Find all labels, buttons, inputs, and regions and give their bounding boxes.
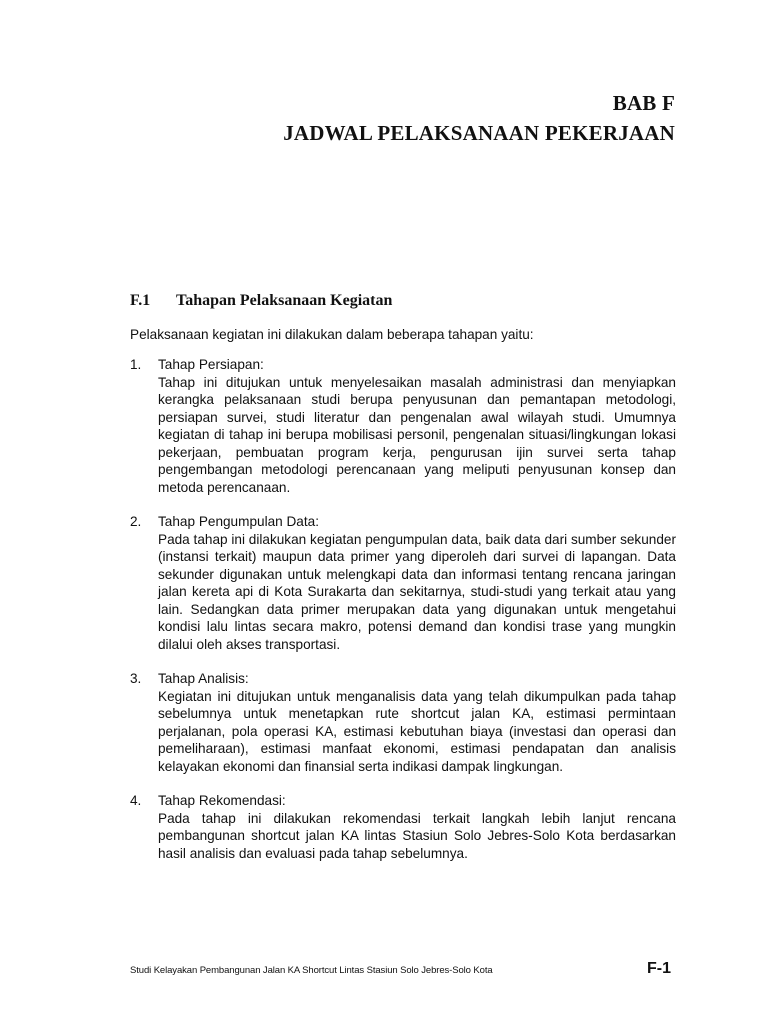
chapter-heading bbox=[283, 88, 675, 148]
list-item bbox=[130, 513, 676, 653]
item-number: 1. bbox=[130, 357, 142, 372]
page-footer bbox=[130, 960, 671, 978]
footer-text: Studi Kelayakan Pembangunan Jalan KA Shortcut Lintas Stasiun Solo Jebres-Solo Kota bbox=[130, 965, 493, 976]
chapter-label: BAB F bbox=[612, 91, 675, 115]
item-text: Kegiatan ini ditujukan untuk menganalisis data yang telah dikumpulkan pada tahap sebelumnya untuk menetapkan rute shortcut jalan KA, estimasi permintaan perjalanan, pola operasi KA, estimasi kebutuhan biaya (investasi dan operasi dan pemeliharaan), estimasi manfaat ekonomi, estimasi pendapatan dan analisis kelayakan ekonomi dan finansial serta indikasi dampak lingkungan. bbox=[158, 688, 676, 774]
item-body bbox=[158, 513, 676, 653]
page-number: F-1 bbox=[647, 960, 671, 977]
intro-paragraph: Pelaksanaan kegiatan ini dilakukan dalam beberapa tahapan yaitu: bbox=[130, 327, 534, 342]
item-title: Tahap Rekomendasi: bbox=[158, 793, 286, 808]
list-item bbox=[130, 356, 676, 496]
item-title: Tahap Persiapan: bbox=[158, 357, 264, 372]
item-text: Tahap ini ditujukan untuk menyelesaikan masalah administrasi dan menyiapkan kerangka pelaksanaan studi berupa penyusunan dan pemantapan metodologi, persiapan survei, studi literatur dan pengenalan awal wilayah studi. Umumnya kegiatan di tahap ini berupa mobilisasi personil, pengenalan situasi/lingkungan lokasi pekerjaan, pembuatan program kerja, pengurusan ijin survei serta tahap pengembangan metodologi perencanaan yang meliputi penyusunan konsep dan metoda perencanaan. bbox=[158, 374, 676, 495]
chapter-title: JADWAL PELAKSANAAN PEKERJAAN bbox=[283, 121, 675, 145]
item-title: Tahap Analisis: bbox=[158, 671, 249, 686]
list-item bbox=[130, 792, 676, 862]
section-heading bbox=[130, 292, 392, 310]
list-item bbox=[130, 670, 676, 775]
item-body bbox=[158, 792, 676, 862]
item-number: 4. bbox=[130, 793, 142, 808]
item-body bbox=[158, 670, 676, 775]
item-text: Pada tahap ini dilakukan rekomendasi terkait langkah lebih lanjut rencana pembangunan shortcut jalan KA lintas Stasiun Solo Jebres-Solo Kota berdasarkan hasil analisis dan evaluasi pada tahap sebelumnya. bbox=[158, 810, 676, 861]
section-number: F.1 bbox=[130, 292, 151, 309]
section-title: Tahapan Pelaksanaan Kegiatan bbox=[176, 292, 393, 309]
item-number: 3. bbox=[130, 671, 142, 686]
item-body bbox=[158, 356, 676, 496]
item-number: 2. bbox=[130, 514, 142, 529]
item-text: Pada tahap ini dilakukan kegiatan pengumpulan data, baik data dari sumber sekunder (instansi terkait) maupun data primer yang diperoleh dari survei di lapangan. Data sekunder digunakan untuk melengkapi data dan informasi tentang rencana jaringan jalan kereta api di Kota Surakarta dan sekitarnya, studi-studi yang terkait atau yang lain. Sedangkan data primer merupakan data yang digunakan untuk mengetahui kondisi lalu lintas secara makro, potensi demand dan kondisi trase yang mungkin dilalui oleh akses transportasi. bbox=[158, 531, 676, 652]
stage-list bbox=[130, 356, 676, 879]
item-title: Tahap Pengumpulan Data: bbox=[158, 514, 319, 529]
